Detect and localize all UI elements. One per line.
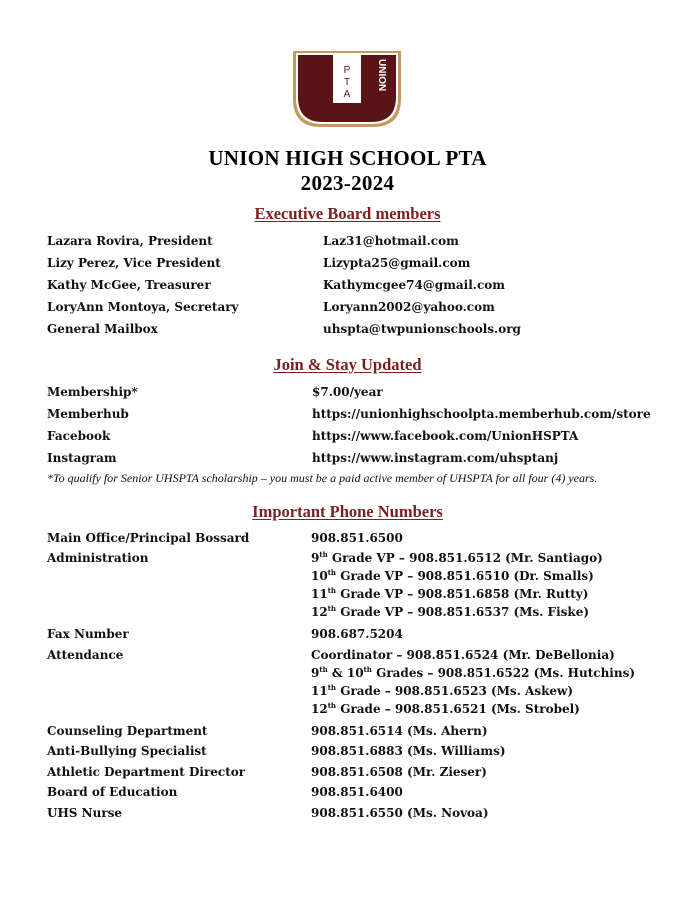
join-heading: Join & Stay Updated bbox=[273, 355, 422, 374]
join-row bbox=[47, 429, 667, 449]
admin-line: 9th Grade VP – 908.851.6512 (Mr. Santiago) bbox=[311, 550, 603, 565]
board-member: LoryAnn Montoya, Secretary bbox=[47, 300, 239, 314]
phone-label: Board of Education bbox=[47, 785, 178, 799]
phone-value: 908.851.6514 (Ms. Ahern) bbox=[311, 724, 488, 738]
phone-row bbox=[47, 806, 667, 826]
executive-board-heading: Executive Board members bbox=[254, 204, 441, 223]
board-member: Kathy McGee, Treasurer bbox=[47, 278, 211, 292]
membership-price: $7.00/year bbox=[312, 385, 383, 399]
phone-numbers-heading: Important Phone Numbers bbox=[252, 502, 443, 521]
scholarship-note: *To qualify for Senior UHSPTA scholarship – you must be a paid active member of UHSPTA for all four (4) years. bbox=[47, 471, 598, 485]
phone-label: Main Office/Principal Bossard bbox=[47, 531, 250, 545]
admin-line: 12th Grade VP – 908.851.6537 (Ms. Fiske) bbox=[311, 604, 590, 619]
union-pta-logo bbox=[291, 49, 403, 129]
page-title: UNION HIGH SCHOOL PTA bbox=[208, 146, 487, 170]
attendance-line: Coordinator – 908.851.6524 (Mr. DeBellonia) bbox=[311, 648, 615, 662]
school-year: 2023-2024 bbox=[300, 171, 395, 195]
board-row bbox=[47, 278, 667, 298]
phone-label: Athletic Department Director bbox=[47, 765, 246, 779]
join-label: Memberhub bbox=[47, 407, 129, 421]
board-row bbox=[47, 300, 667, 320]
phone-label: Counseling Department bbox=[47, 724, 208, 738]
board-email[interactable]: Lizypta25@gmail.com bbox=[323, 256, 471, 270]
board-email[interactable]: Loryann2002@yahoo.com bbox=[323, 300, 495, 314]
phone-value: 908.851.6500 bbox=[311, 531, 403, 545]
phone-value: 908.851.6883 (Ms. Williams) bbox=[311, 744, 506, 758]
phone-row bbox=[47, 531, 667, 551]
phone-label: Fax Number bbox=[47, 627, 129, 641]
phone-row bbox=[47, 744, 667, 764]
phone-row bbox=[47, 724, 667, 744]
board-member: General Mailbox bbox=[47, 322, 158, 336]
board-row bbox=[47, 234, 667, 254]
phone-label: Administration bbox=[47, 551, 149, 565]
board-row bbox=[47, 322, 667, 342]
board-email[interactable]: Laz31@hotmail.com bbox=[323, 234, 459, 248]
logo-pta-a: A bbox=[343, 89, 351, 100]
phone-value: 908.851.6400 bbox=[311, 785, 403, 799]
phone-label: Anti-Bullying Specialist bbox=[47, 744, 207, 758]
phone-label: UHS Nurse bbox=[47, 806, 123, 820]
board-row bbox=[47, 256, 667, 276]
attendance-line: 11th Grade – 908.851.6523 (Ms. Askew) bbox=[311, 683, 574, 698]
union-u-logo-icon bbox=[291, 49, 403, 129]
logo-union-text: UNION bbox=[376, 59, 387, 92]
phone-value: 908.851.6508 (Mr. Zieser) bbox=[311, 765, 487, 779]
board-email[interactable]: Kathymcgee74@gmail.com bbox=[323, 278, 505, 292]
logo-pta-t: T bbox=[343, 77, 351, 88]
facebook-link[interactable]: https://www.facebook.com/UnionHSPTA bbox=[312, 429, 579, 443]
join-label: Instagram bbox=[47, 451, 117, 465]
phone-row bbox=[47, 785, 667, 805]
instagram-link[interactable]: https://www.instagram.com/uhsptanj bbox=[312, 451, 559, 465]
logo-pta-p: P bbox=[343, 65, 351, 76]
board-member: Lazara Rovira, President bbox=[47, 234, 213, 248]
board-email[interactable]: uhspta@twpunionschools.org bbox=[323, 322, 521, 336]
phone-value: 908.851.6550 (Ms. Novoa) bbox=[311, 806, 489, 820]
admin-line: 10th Grade VP – 908.851.6510 (Dr. Smalls) bbox=[311, 568, 594, 583]
attendance-line: 9th & 10th Grades – 908.851.6522 (Ms. Hutchins) bbox=[311, 665, 636, 680]
board-member: Lizy Perez, Vice President bbox=[47, 256, 221, 270]
phone-value: 908.687.5204 bbox=[311, 627, 403, 641]
join-label: Facebook bbox=[47, 429, 111, 443]
memberhub-link[interactable]: https://unionhighschoolpta.memberhub.com/store bbox=[312, 407, 651, 421]
join-label: Membership* bbox=[47, 385, 138, 399]
admin-line: 11th Grade VP – 908.851.6858 (Mr. Rutty) bbox=[311, 586, 589, 601]
attendance-line: 12th Grade – 908.851.6521 (Ms. Strobel) bbox=[311, 701, 580, 716]
phone-row bbox=[47, 765, 667, 785]
phone-label: Attendance bbox=[47, 648, 124, 662]
phone-row bbox=[47, 627, 667, 647]
join-row bbox=[47, 385, 667, 405]
join-row bbox=[47, 451, 667, 471]
join-row bbox=[47, 407, 667, 427]
